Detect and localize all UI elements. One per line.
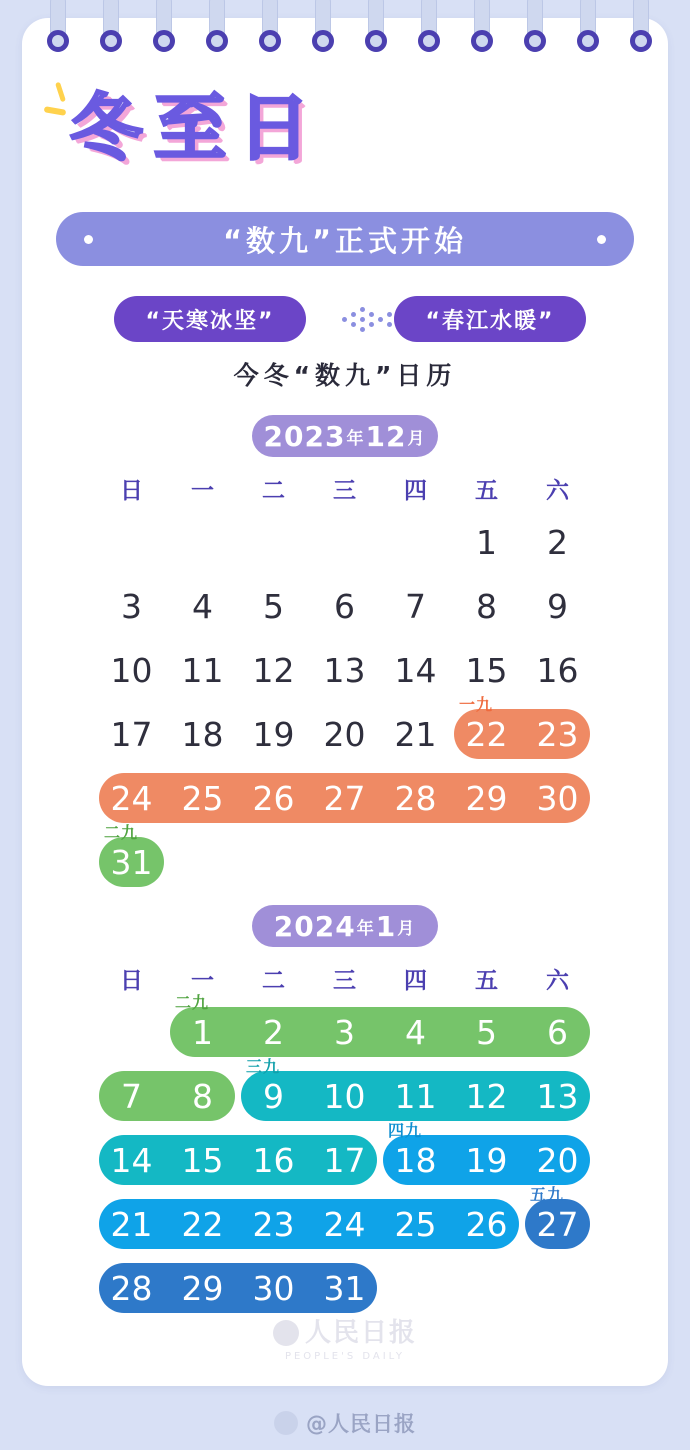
pill-warm: “春江水暖” — [394, 296, 586, 342]
day-cell-29[interactable]: 29 — [465, 778, 508, 818]
day-cell-27[interactable]: 27 — [323, 778, 366, 818]
calendar-week-row — [96, 1185, 594, 1256]
day-cell-9[interactable]: 9 — [263, 1076, 284, 1116]
day-cell-18[interactable]: 18 — [394, 1140, 437, 1180]
weibo-icon — [274, 1411, 298, 1435]
calendar-grid-0 — [96, 510, 594, 894]
month-chip-1 — [252, 905, 438, 947]
day-cell-28[interactable]: 28 — [110, 1268, 153, 1308]
period-tag: 五九 — [530, 1185, 565, 1204]
month-chip-month-0: 12 — [365, 419, 407, 453]
month-chip-month-1: 1 — [375, 909, 397, 943]
day-cell-7[interactable]: 7 — [405, 586, 426, 626]
month-chip-year-unit-1: 年 — [356, 918, 375, 939]
day-cell-empty — [167, 510, 238, 574]
period-tag: 一九 — [459, 695, 494, 714]
weekday-0: 日 — [120, 478, 143, 504]
day-cell-6[interactable]: 6 — [547, 1012, 568, 1052]
spiral-ring — [633, 0, 649, 52]
calendar-week-row — [96, 993, 594, 1064]
footer-account: @人民日报 — [306, 1412, 416, 1436]
day-cell-10[interactable]: 10 — [323, 1076, 366, 1116]
day-cell-15[interactable]: 15 — [465, 650, 508, 690]
month-chip-month-unit-0: 月 — [407, 428, 426, 449]
page-title: 冬至日 — [70, 86, 323, 170]
day-cell-31[interactable]: 31 — [110, 842, 153, 882]
day-cell-empty — [238, 510, 309, 574]
day-cell-25[interactable]: 25 — [394, 1204, 437, 1244]
day-cell-9[interactable]: 9 — [547, 586, 568, 626]
day-cell-empty — [380, 830, 451, 894]
spiral-binding — [22, 0, 668, 70]
day-cell-4[interactable]: 4 — [192, 586, 213, 626]
day-cell-4[interactable]: 4 — [405, 1012, 426, 1052]
day-cell-7[interactable]: 7 — [121, 1076, 142, 1116]
day-cell-29[interactable]: 29 — [181, 1268, 224, 1308]
day-cell-30[interactable]: 30 — [252, 1268, 295, 1308]
period-tag: 三九 — [246, 1057, 281, 1076]
people-daily-logo-icon — [273, 1320, 299, 1346]
day-cell-1[interactable]: 1 — [476, 522, 497, 562]
weekday-header-1 — [96, 962, 594, 1000]
period-tag: 四九 — [388, 1121, 423, 1140]
day-cell-18[interactable]: 18 — [181, 714, 224, 754]
month-chip-year-unit-0: 年 — [346, 428, 365, 449]
day-cell-empty — [238, 830, 309, 894]
spiral-ring — [50, 0, 66, 52]
day-cell-3[interactable]: 3 — [121, 586, 142, 626]
weekday-6: 六 — [546, 968, 569, 994]
month-chip-year-0: 2023 — [263, 419, 346, 453]
pill-cold: “天寒冰坚” — [114, 296, 306, 342]
spiral-ring — [315, 0, 331, 52]
day-cell-11[interactable]: 11 — [181, 650, 224, 690]
watermark-sub: PEOPLE'S DAILY — [284, 1351, 406, 1362]
weekday-3: 三 — [333, 478, 356, 504]
weekday-0: 日 — [120, 968, 143, 994]
day-cell-8[interactable]: 8 — [192, 1076, 213, 1116]
day-cell-31[interactable]: 31 — [323, 1268, 366, 1308]
calendar-week-row — [96, 823, 594, 894]
weekday-4: 四 — [404, 478, 427, 504]
spiral-ring — [262, 0, 278, 52]
calendar-week-row — [96, 638, 594, 702]
month-chip-month-unit-1: 月 — [397, 918, 416, 939]
spiral-ring — [209, 0, 225, 52]
spiral-ring — [527, 0, 543, 52]
weekday-1: 一 — [191, 478, 214, 504]
period-tag: 二九 — [175, 993, 210, 1012]
weekday-4: 四 — [404, 968, 427, 994]
day-cell-20[interactable]: 20 — [536, 1140, 579, 1180]
day-cell-5[interactable]: 5 — [476, 1012, 497, 1052]
calendar-week-row — [96, 1256, 594, 1320]
day-cell-16[interactable]: 16 — [252, 1140, 295, 1180]
day-cell-empty — [451, 1256, 522, 1320]
headline-banner-text: “数九”正式开始 — [222, 223, 468, 258]
day-cell-1[interactable]: 1 — [192, 1012, 213, 1052]
calendar-week-row — [96, 1057, 594, 1128]
headline-banner — [56, 212, 634, 266]
day-cell-22[interactable]: 22 — [465, 714, 508, 754]
day-cell-24[interactable]: 24 — [323, 1204, 366, 1244]
day-cell-empty — [167, 830, 238, 894]
day-cell-21[interactable]: 21 — [394, 714, 437, 754]
day-cell-empty — [380, 1256, 451, 1320]
day-cell-30[interactable]: 30 — [536, 778, 579, 818]
subtitle: 今冬“数九”日历 — [233, 361, 457, 390]
calendar-grid-1 — [96, 993, 594, 1320]
day-cell-5[interactable]: 5 — [263, 586, 284, 626]
spiral-ring — [580, 0, 596, 52]
day-cell-12[interactable]: 12 — [252, 650, 295, 690]
weekday-3: 三 — [333, 968, 356, 994]
spiral-ring — [421, 0, 437, 52]
spiral-ring — [474, 0, 490, 52]
weekday-2: 二 — [262, 478, 285, 504]
day-cell-13[interactable]: 13 — [323, 650, 366, 690]
day-cell-19[interactable]: 19 — [465, 1140, 508, 1180]
day-cell-empty — [522, 1256, 593, 1320]
day-cell-21[interactable]: 21 — [110, 1204, 153, 1244]
pill-row — [56, 296, 634, 342]
day-cell-empty — [522, 830, 593, 894]
day-cell-empty — [96, 510, 167, 574]
weekday-5: 五 — [475, 968, 498, 994]
weekday-header-0 — [96, 472, 594, 510]
day-cell-26[interactable]: 26 — [252, 778, 295, 818]
month-chip-year-1: 2024 — [273, 909, 356, 943]
calendar-january-2024 — [96, 962, 594, 1320]
day-cell-2[interactable]: 2 — [547, 522, 568, 562]
day-cell-19[interactable]: 19 — [252, 714, 295, 754]
day-cell-16[interactable]: 16 — [536, 650, 579, 690]
calendar-december-2023 — [96, 472, 594, 894]
day-cell-13[interactable]: 13 — [536, 1076, 579, 1116]
day-cell-17[interactable]: 17 — [110, 714, 153, 754]
day-cell-10[interactable]: 10 — [110, 650, 153, 690]
day-cell-23[interactable]: 23 — [536, 714, 579, 754]
title-block — [70, 78, 400, 183]
footer-bar — [0, 1396, 690, 1450]
day-cell-15[interactable]: 15 — [181, 1140, 224, 1180]
day-cell-empty — [380, 510, 451, 574]
spiral-ring — [156, 0, 172, 52]
day-cell-empty — [451, 830, 522, 894]
day-cell-26[interactable]: 26 — [465, 1204, 508, 1244]
day-cell-24[interactable]: 24 — [110, 778, 153, 818]
spiral-ring — [103, 0, 119, 52]
banner-dot-right — [597, 235, 606, 244]
day-cell-27[interactable]: 27 — [536, 1204, 579, 1244]
day-cell-2[interactable]: 2 — [263, 1012, 284, 1052]
day-cell-14[interactable]: 14 — [394, 650, 437, 690]
day-cell-8[interactable]: 8 — [476, 586, 497, 626]
spiral-ring — [368, 0, 384, 52]
calendar-week-row — [96, 695, 594, 766]
month-chip-0 — [252, 415, 438, 457]
day-cell-20[interactable]: 20 — [323, 714, 366, 754]
day-cell-28[interactable]: 28 — [394, 778, 437, 818]
calendar-week-row — [96, 766, 594, 830]
calendar-week-row — [96, 510, 594, 574]
watermark-main-text: 人民日报 — [304, 1318, 417, 1348]
weekday-1: 一 — [191, 968, 214, 994]
day-cell-empty — [96, 1000, 167, 1064]
day-cell-3[interactable]: 3 — [334, 1012, 355, 1052]
day-cell-6[interactable]: 6 — [334, 586, 355, 626]
period-tag: 二九 — [104, 823, 139, 842]
weekday-6: 六 — [546, 478, 569, 504]
day-cell-23[interactable]: 23 — [252, 1204, 295, 1244]
banner-dot-left — [84, 235, 93, 244]
day-cell-11[interactable]: 11 — [394, 1076, 437, 1116]
day-cell-22[interactable]: 22 — [181, 1204, 224, 1244]
weekday-5: 五 — [475, 478, 498, 504]
weekday-2: 二 — [262, 968, 285, 994]
day-cell-12[interactable]: 12 — [465, 1076, 508, 1116]
day-cell-17[interactable]: 17 — [323, 1140, 366, 1180]
calendar-week-row — [96, 574, 594, 638]
day-cell-14[interactable]: 14 — [110, 1140, 153, 1180]
day-cell-empty — [309, 510, 380, 574]
day-cell-25[interactable]: 25 — [181, 778, 224, 818]
sparkle-icon — [42, 82, 82, 122]
calendar-week-row — [96, 1121, 594, 1192]
day-cell-empty — [309, 830, 380, 894]
